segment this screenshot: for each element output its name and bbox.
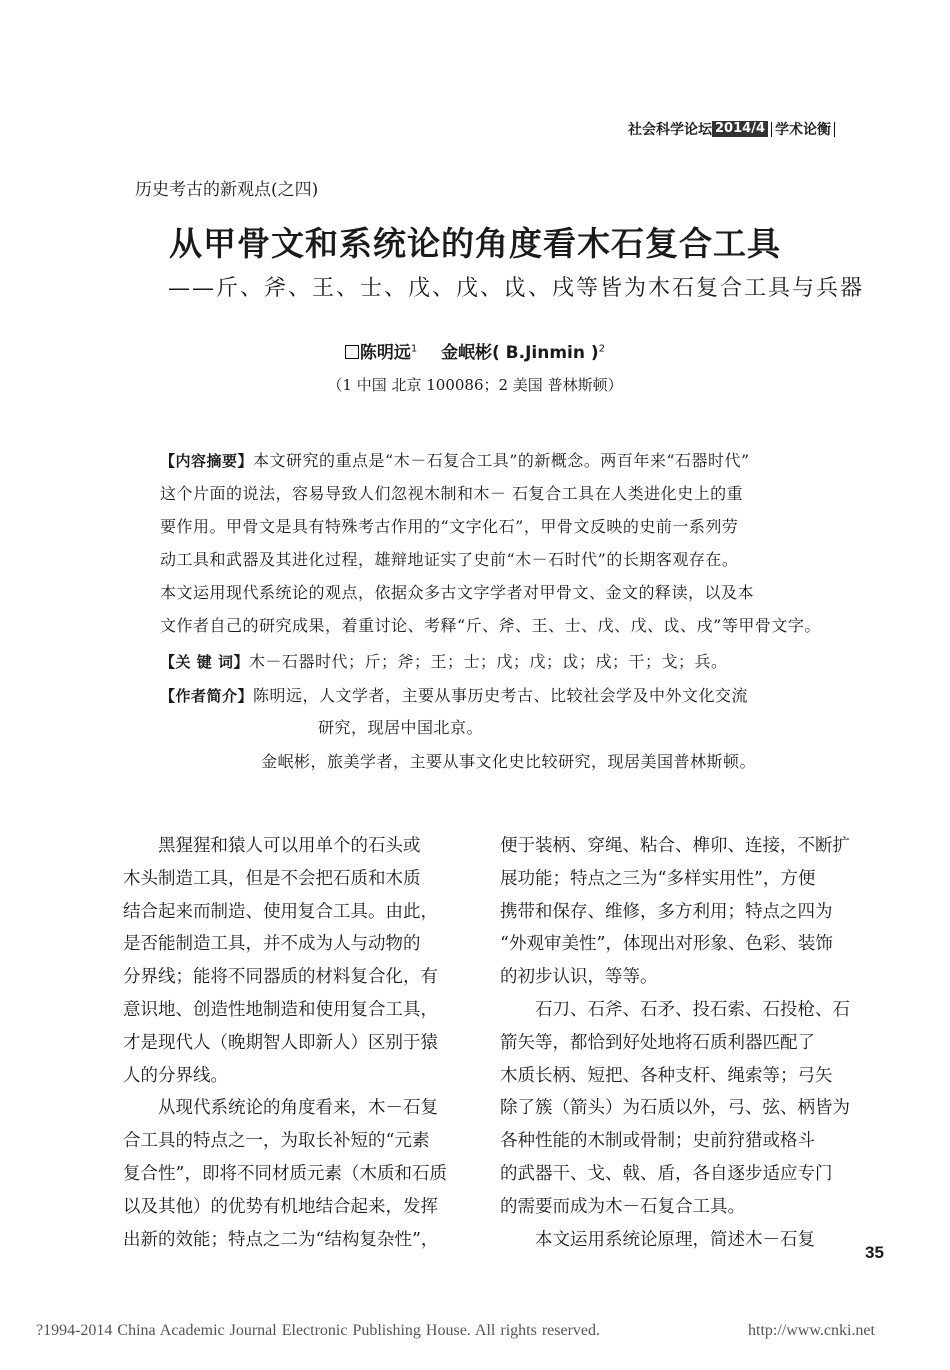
column-name: 学术论衡 — [775, 122, 831, 138]
article-title: 从甲骨文和系统论的角度看木石复合工具 — [169, 224, 781, 263]
author-bio-line: 研究，现居中国北京。 — [318, 718, 484, 737]
article-subtitle: ——斤、斧、王、士、戊、戊、戉、戌等皆为木石复合工具与兵器 — [168, 276, 865, 301]
journal-name: 社会科学论坛 — [628, 122, 713, 138]
body-line: 复合性”，即将不同材质元素（木质和石质 — [123, 1163, 447, 1184]
affiliation: （1 中国 北京 100086；2 美国 普林斯顿） — [327, 376, 623, 394]
abstract-line: 这个片面的说法，容易导致人们忽视木制和木－ 石复合工具在人类进化史上的重 — [160, 484, 744, 503]
author-line — [0, 338, 950, 363]
body-line: 各种性能的木制或骨制；史前狩猎或格斗 — [500, 1131, 815, 1152]
author-bio-line — [160, 683, 748, 706]
running-header — [628, 119, 838, 139]
body-line: 出新的效能；特点之二为“结构复杂性”， — [123, 1229, 439, 1250]
body-line: 才是现代人（晚期智人即新人）区别于猿 — [123, 1032, 438, 1053]
body-line: 本文运用系统论原理，简述木－石复 — [500, 1229, 815, 1250]
body-line: 木头制造工具，但是不会把石质和木质 — [123, 868, 421, 889]
abstract-line: 本文运用现代系统论的观点，依据众多古文字学者对甲骨文、金文的释读，以及本 — [160, 583, 755, 602]
author-2-sup: 2 — [598, 343, 606, 355]
author-1: 陈明远 — [359, 343, 411, 363]
author-bio-line: 金岷彬，旅美学者，主要从事文化史比较研究，现居美国普林斯顿。 — [261, 752, 757, 771]
body-line: 人的分界线。 — [123, 1065, 228, 1086]
header-divider — [771, 122, 772, 137]
footer-url-link[interactable]: http://www.cnki.net — [748, 1322, 875, 1339]
body-line: 石刀、石斧、石矛、投石索、石投枪、石 — [500, 999, 850, 1020]
abstract-line: 动工具和武器及其进化过程，雄辩地证实了史前“木－石时代”的长期客观存在。 — [160, 550, 739, 569]
copyright-footer: ?1994-2014 China Academic Journal Electronic Publishing House. All rights reserved. — [36, 1322, 600, 1339]
abstract-line: 文作者自己的研究成果，着重讨论、考释“斤、斧、王、士、戊、戊、戉、戌”等甲骨文字。 — [160, 616, 821, 635]
body-line: 的需要而成为木－石复合工具。 — [500, 1196, 745, 1217]
author-bio-text: 陈明远，人文学者，主要从事历史考古、比较社会学及中外文化交流 — [253, 686, 749, 705]
body-line: 合工具的特点之一，为取长补短的“元素 — [123, 1131, 430, 1152]
abstract-line: 要作用。甲骨文是具有特殊考古作用的“文字化石”，甲骨文反映的史前一系列劳 — [160, 517, 739, 536]
body-line: 意识地、创造性地制造和使用复合工具， — [123, 999, 438, 1020]
series-label: 历史考古的新观点(之四) — [135, 180, 319, 200]
abstract-line — [160, 448, 750, 471]
keywords-text: 木－石器时代；斤；斧；王；士；戊；戊；戉；戌；干；戈；兵。 — [248, 652, 728, 671]
author-2: 金岷彬( B.Jinmin ) — [440, 343, 599, 363]
body-line: 分界线；能将不同器质的材料复合化，有 — [123, 967, 438, 988]
page-number: 35 — [865, 1243, 884, 1262]
body-line: 展功能；特点之三为“多样实用性”，方便 — [500, 868, 816, 889]
body-line: “外观审美性”，体现出对形象、色彩、装饰 — [500, 934, 833, 955]
body-line: 木质长柄、短把、各种支杆、绳索等；弓矢 — [500, 1065, 833, 1086]
body-column-right — [500, 830, 850, 1256]
body-line: 除了簇（箭头）为石质以外，弓、弦、柄皆为 — [500, 1098, 850, 1119]
header-divider-end — [834, 122, 835, 137]
author-box-icon — [345, 345, 359, 359]
body-line: 以及其他）的优势有机地结合起来，发挥 — [123, 1196, 438, 1217]
keywords-line — [160, 649, 727, 672]
body-column-left — [123, 830, 475, 1256]
author-1-sup: 1 — [410, 343, 418, 355]
body-line: 的武器干、戈、戟、盾，各自逐步适应专门 — [500, 1163, 833, 1184]
abstract-label: 【内容摘要】 — [160, 452, 254, 470]
body-line: 结合起来而制造、使用复合工具。由此， — [123, 901, 438, 922]
body-line: 从现代系统论的角度看来，木－石复 — [123, 1098, 438, 1119]
body-line: 携带和保存、维修，多方利用；特点之四为 — [500, 901, 833, 922]
body-line: 箭矢等，都恰到好处地将石质利器匹配了 — [500, 1032, 815, 1053]
keywords-label: 【关 键 词】 — [160, 653, 249, 671]
body-line: 的初步认识，等等。 — [500, 967, 658, 988]
author-bio-label: 【作者简介】 — [160, 687, 254, 705]
abstract-text: 本文研究的重点是“木－石复合工具”的新概念。两百年来“石器时代” — [253, 451, 750, 470]
body-line: 是否能制造工具，并不成为人与动物的 — [123, 934, 421, 955]
body-line: 黑猩猩和猿人可以用单个的石头或 — [123, 836, 421, 856]
body-line: 便于装柄、穿绳、粘合、榫卯、连接，不断扩 — [500, 836, 850, 856]
issue-badge: 2014/4 — [712, 121, 768, 137]
